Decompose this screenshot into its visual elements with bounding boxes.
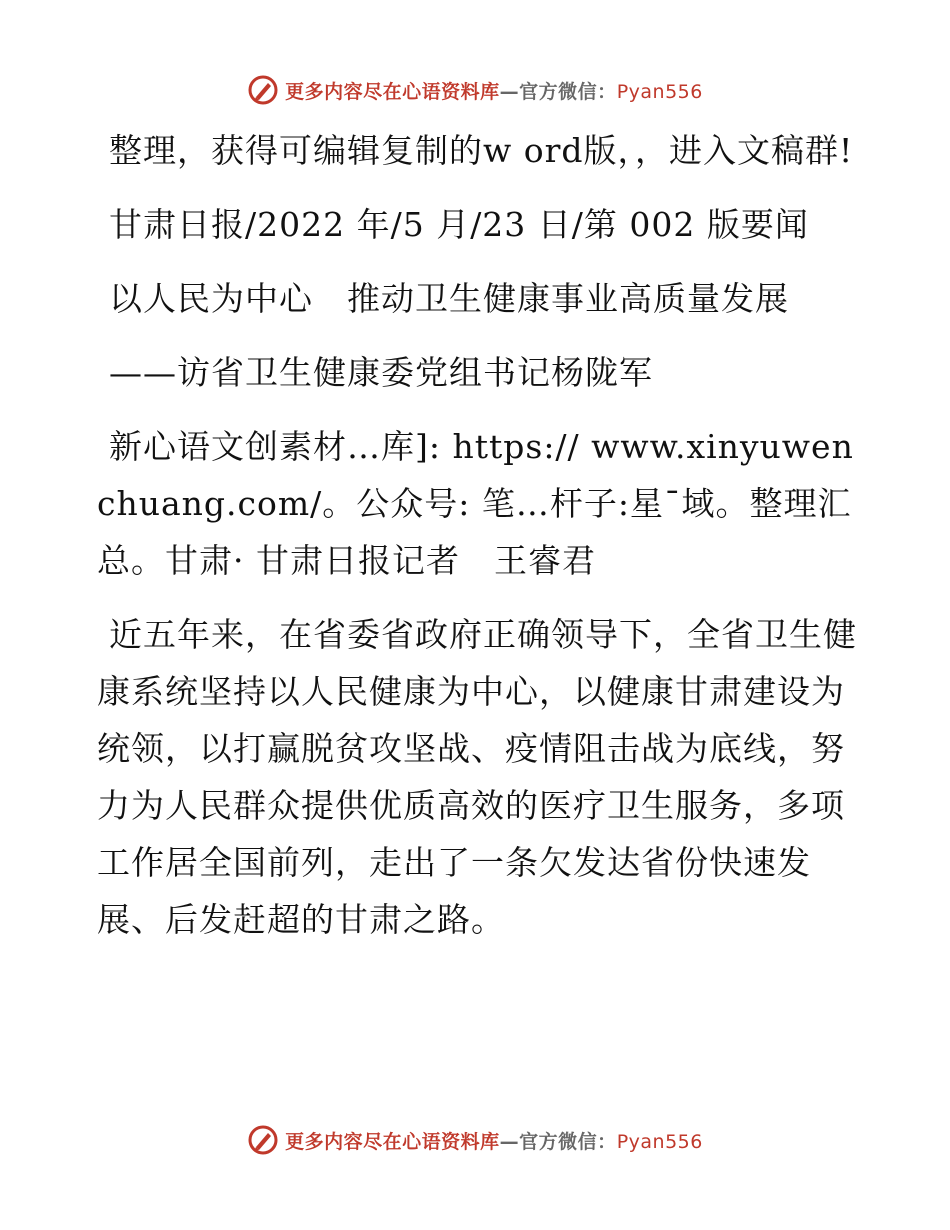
article-title: 以人民为中心 推动卫生健康事业高质量发展 [109,279,789,318]
watermark-sep: — [499,1130,520,1153]
document-body [97,122,857,965]
byline-paragraph: 新心语文创素材…库]: https:// www.xinyuwenchuang.com/。公众号: 笔…杆子:星¯域。整理汇总。甘肃· 甘肃日报记者 王睿君 [97,427,854,580]
pen-logo-icon [247,1124,279,1156]
watermark-sep: — [499,80,520,103]
watermark-label: 官方微信： [519,1130,617,1153]
pen-logo-icon [247,74,279,106]
watermark-main: 更多内容尽在心语资料库 [285,80,500,103]
header-watermark [0,72,950,108]
source-line: 甘肃日报/2022 年/5 月/23 日/第 002 版要闻 [109,205,809,244]
article-subtitle: ——访省卫生健康委党组书记杨陇军 [109,353,653,392]
body-paragraph: 近五年来，在省委省政府正确领导下，全省卫生健康系统坚持以人民健康为中心，以健康甘肃建设为统领，以打赢脱贫攻坚战、疫情阻击战为底线，努力为人民群众提供优质高效的医疗卫生服务，多项工作居全国前列，走出了一条欠发达省份快速发展、后发赶超的甘肃之路。 [97,615,857,939]
intro-paragraph: 整理，获得可编辑复制的w ord版，，进入文稿群! [109,131,854,170]
footer-watermark [0,1122,950,1158]
watermark-text [285,1127,703,1154]
watermark-text [285,77,703,104]
watermark-label: 官方微信： [519,80,617,103]
watermark-id: Pyan556 [616,80,703,103]
watermark-main: 更多内容尽在心语资料库 [285,1130,500,1153]
watermark-id: Pyan556 [616,1130,703,1153]
